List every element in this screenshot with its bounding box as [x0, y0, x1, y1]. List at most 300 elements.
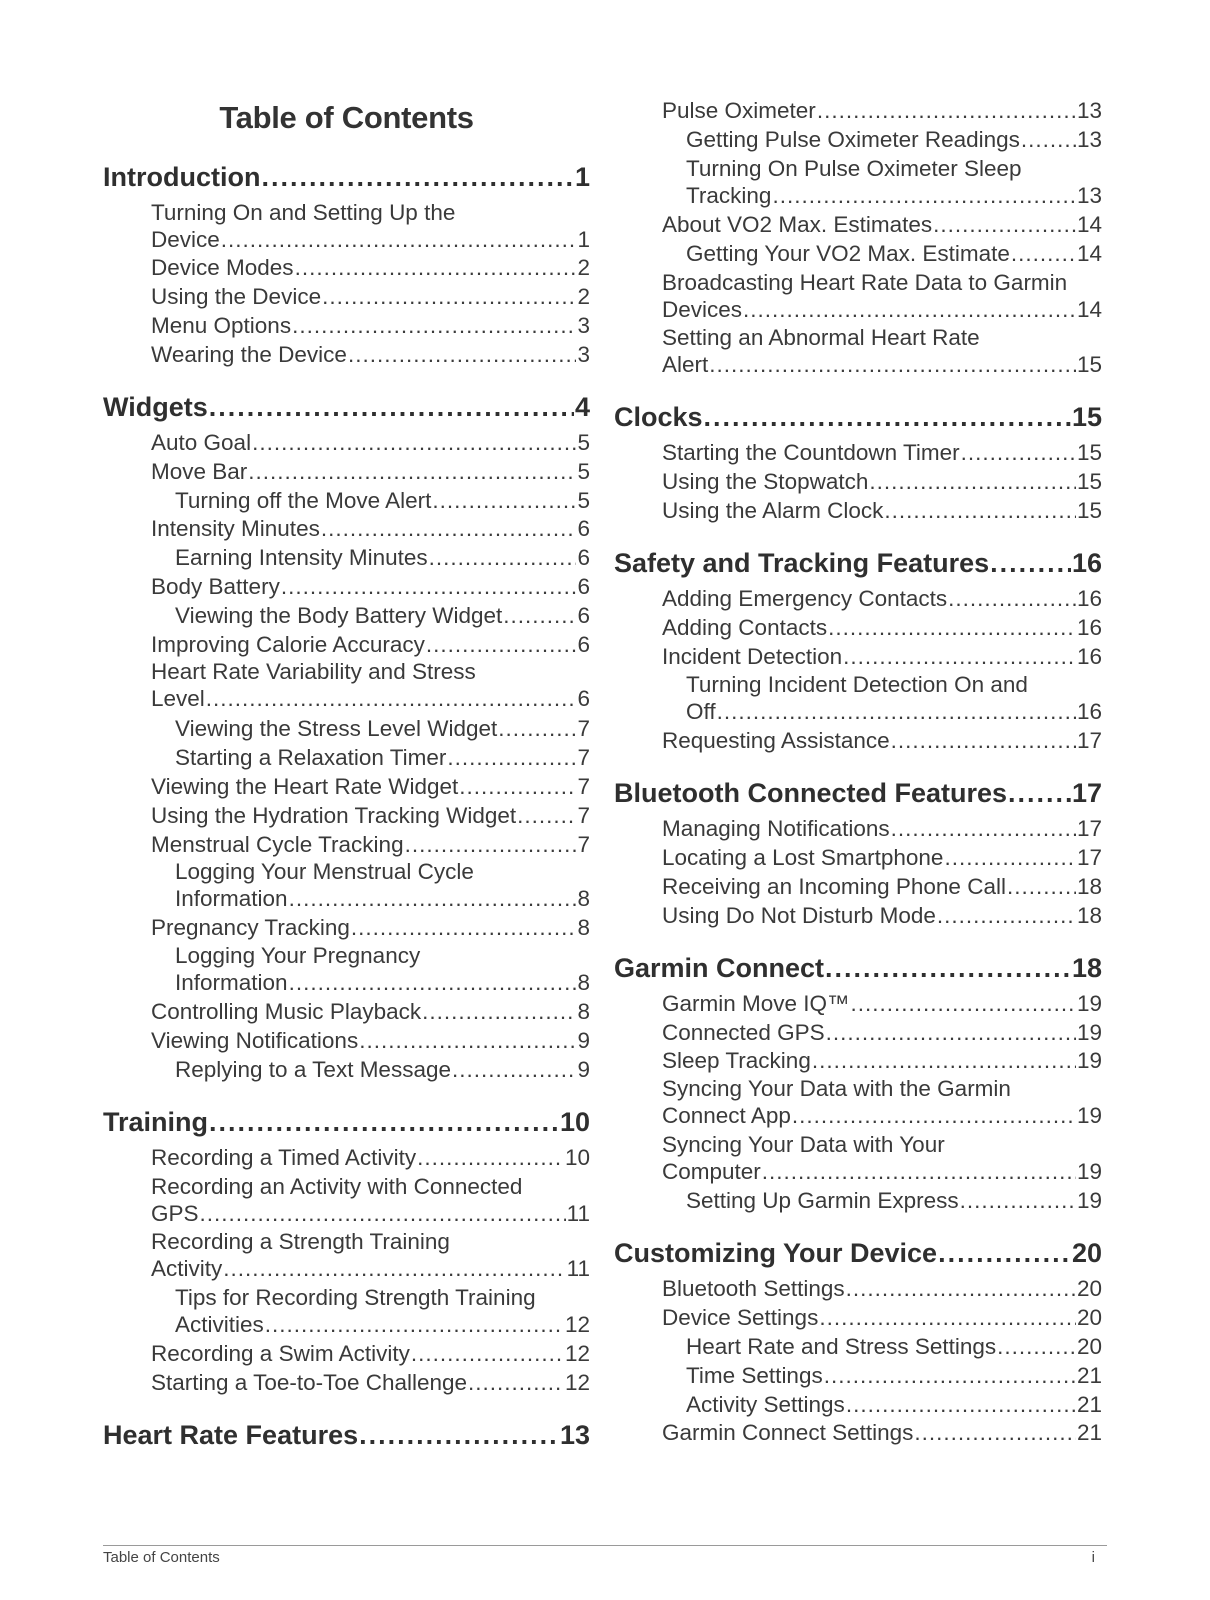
toc-entry[interactable]	[614, 699, 1102, 725]
toc-page-number: 12	[564, 1341, 590, 1366]
toc-entry-title-line: Turning On and Setting Up the	[151, 200, 456, 225]
dot-leader	[468, 1370, 564, 1396]
toc-entry[interactable]	[614, 615, 1102, 641]
dot-leader	[422, 999, 576, 1025]
toc-page-number: 19	[1076, 1159, 1102, 1184]
toc-page-number: 17	[1076, 816, 1102, 841]
footer-page-number: i	[1091, 1549, 1095, 1566]
toc-entry[interactable]	[103, 342, 590, 368]
toc-entry[interactable]	[614, 1363, 1102, 1389]
toc-page-number: 12	[564, 1370, 590, 1395]
toc-entry-title: Move Bar	[151, 459, 248, 484]
toc-page-number: 7	[577, 803, 590, 828]
toc-page-number: 16	[1076, 615, 1102, 640]
toc-entry[interactable]	[614, 498, 1102, 524]
dot-leader	[914, 1420, 1076, 1446]
toc-entry[interactable]	[614, 644, 1102, 670]
dot-leader	[884, 498, 1076, 524]
toc-entry[interactable]	[614, 352, 1102, 378]
toc-entry-title: Using the Device	[151, 284, 322, 309]
dot-leader	[289, 970, 577, 996]
toc-entry[interactable]	[103, 886, 590, 912]
toc-entry[interactable]	[103, 803, 590, 829]
toc-page-number: 13	[559, 1420, 590, 1450]
dot-leader	[252, 430, 576, 456]
toc-entry-title: Adding Emergency Contacts	[662, 586, 948, 611]
toc-entry-title: Viewing the Stress Level Widget	[175, 716, 498, 741]
dot-leader	[289, 886, 577, 912]
toc-entry-title: Controlling Music Playback	[151, 999, 422, 1024]
toc-page-number: 19	[1076, 1048, 1102, 1073]
dot-leader	[846, 1276, 1076, 1302]
toc-entry[interactable]	[614, 440, 1102, 466]
toc-entry-title: Incident Detection	[662, 644, 843, 669]
dot-leader	[938, 1238, 1071, 1269]
toc-entry[interactable]	[614, 241, 1102, 267]
toc-entry-title: Connect App	[662, 1103, 791, 1128]
footer-divider	[103, 1545, 1107, 1546]
toc-page-number: 20	[1076, 1334, 1102, 1359]
toc-entry-title: Bluetooth Settings	[662, 1276, 845, 1301]
dot-leader	[426, 632, 577, 658]
toc-section-heading[interactable]	[614, 778, 1102, 809]
toc-entry-title: Using the Alarm Clock	[662, 498, 884, 523]
dot-leader	[824, 1363, 1076, 1389]
toc-entry-title: Auto Goal	[151, 430, 252, 455]
toc-page-number: 3	[577, 342, 590, 367]
toc-entry-title: Locating a Lost Smartphone	[662, 845, 944, 870]
toc-page-number: 15	[1071, 402, 1102, 432]
dot-leader	[459, 774, 576, 800]
toc-entry[interactable]	[103, 459, 590, 485]
toc-page-number: 2	[577, 255, 590, 280]
toc-page-number: 9	[577, 1028, 590, 1053]
toc-entry-title-line: Recording an Activity with Connected	[151, 1174, 523, 1199]
toc-entry-title: Improving Calorie Accuracy	[151, 632, 425, 657]
toc-entry-title-line: Tips for Recording Strength Training	[175, 1285, 536, 1310]
dot-leader	[869, 469, 1076, 495]
toc-page-number: 16	[1076, 644, 1102, 669]
dot-leader	[221, 227, 577, 253]
toc-entry[interactable]	[614, 874, 1102, 900]
toc-entry-title-line: Syncing Your Data with Your	[662, 1132, 945, 1157]
toc-page-number: 10	[564, 1145, 590, 1170]
dot-leader	[432, 488, 576, 514]
toc-entry-title: Viewing the Heart Rate Widget	[151, 774, 459, 799]
toc-entry-title: Receiving an Incoming Phone Call	[662, 874, 1006, 899]
toc-entry-title: Adding Contacts	[662, 615, 828, 640]
toc-entry-title: Heart Rate and Stress Settings	[686, 1334, 997, 1359]
dot-leader	[825, 953, 1071, 984]
toc-entry[interactable]	[614, 991, 1102, 1017]
toc-entry[interactable]	[614, 728, 1102, 754]
toc-entry[interactable]	[103, 632, 590, 658]
toc-entry-title-line: Syncing Your Data with the Garmin	[662, 1076, 1011, 1101]
toc-entry-title: Turning off the Move Alert	[175, 488, 432, 513]
toc-entry-title: Time Settings	[686, 1363, 823, 1388]
toc-page-number: 14	[1076, 297, 1102, 322]
toc-page-number: 8	[577, 970, 590, 995]
toc-entry-title-line: Turning Incident Detection On and	[686, 672, 1028, 697]
toc-entry-title: Using the Hydration Tracking Widget	[151, 803, 517, 828]
dot-leader	[1011, 241, 1076, 267]
toc-page-number: 1	[574, 162, 590, 192]
toc-entry-title: Recording a Timed Activity	[151, 1145, 417, 1170]
toc-entry-title: Activity	[151, 1256, 223, 1281]
toc-entry[interactable]	[103, 915, 590, 941]
toc-page-number: 11	[566, 1256, 590, 1281]
toc-entry-title: Customizing Your Device	[614, 1238, 938, 1268]
toc-page-number: 17	[1071, 778, 1102, 808]
toc-entry[interactable]	[103, 999, 590, 1025]
dot-leader	[348, 342, 577, 368]
toc-entry[interactable]	[614, 845, 1102, 871]
toc-page-number: 21	[1076, 1420, 1102, 1445]
dot-leader	[447, 745, 576, 771]
dot-leader	[261, 162, 574, 193]
dot-leader	[960, 1188, 1076, 1214]
toc-entry[interactable]	[103, 1145, 590, 1171]
toc-entry-title-line: Recording a Strength Training	[151, 1229, 450, 1254]
dot-leader	[248, 459, 576, 485]
toc-entry[interactable]	[103, 255, 590, 281]
dot-leader	[937, 903, 1076, 929]
toc-entry-title: Sleep Tracking	[662, 1048, 811, 1073]
toc-page-number: 9	[577, 1057, 590, 1082]
toc-page-number: 21	[1076, 1363, 1102, 1388]
toc-entry-title: Menu Options	[151, 313, 292, 338]
toc-entry-title: Viewing the Body Battery Widget	[175, 603, 503, 628]
dot-leader	[948, 586, 1076, 612]
toc-entry[interactable]	[614, 586, 1102, 612]
dot-leader	[411, 1341, 564, 1367]
toc-page-number: 15	[1076, 469, 1102, 494]
toc-entry-title: Replying to a Text Message	[175, 1057, 451, 1082]
toc-page-number: 5	[577, 459, 590, 484]
toc-entry[interactable]	[614, 1103, 1102, 1129]
toc-entry-title-line: Logging Your Pregnancy	[175, 943, 421, 968]
dot-leader	[265, 1312, 564, 1338]
toc-entry-title: Pulse Oximeter	[662, 98, 816, 123]
page-title: Table of Contents	[219, 100, 474, 135]
toc-entry[interactable]	[103, 430, 590, 456]
toc-page-number: 2	[577, 284, 590, 309]
dot-leader	[209, 392, 574, 423]
toc-entry[interactable]	[103, 1312, 590, 1338]
toc-entry[interactable]	[103, 284, 590, 310]
toc-page-number: 18	[1071, 953, 1102, 983]
toc-page-number: 6	[577, 545, 590, 570]
toc-page-number: 7	[577, 745, 590, 770]
toc-page-number: 19	[1076, 1020, 1102, 1045]
toc-entry[interactable]	[103, 313, 590, 339]
toc-page-number: 6	[577, 686, 590, 711]
toc-entry-title: Setting Up Garmin Express	[686, 1188, 959, 1213]
toc-entry[interactable]	[103, 716, 590, 742]
toc-entry[interactable]	[103, 574, 590, 600]
dot-leader	[704, 402, 1071, 433]
toc-page-number: 6	[577, 516, 590, 541]
toc-entry-title: Devices	[662, 297, 743, 322]
dot-leader	[997, 1334, 1076, 1360]
toc-page-number: 13	[1076, 98, 1102, 123]
toc-entry-title: Earning Intensity Minutes	[175, 545, 428, 570]
dot-leader	[498, 716, 576, 742]
dot-leader	[517, 803, 576, 829]
dot-leader	[281, 574, 577, 600]
toc-entry[interactable]	[103, 545, 590, 571]
toc-entry[interactable]	[614, 1334, 1102, 1360]
toc-entry[interactable]	[103, 488, 590, 514]
toc-page-number: 15	[1076, 498, 1102, 523]
dot-leader	[944, 845, 1076, 871]
dot-leader	[843, 644, 1076, 670]
toc-page-number: 1	[577, 227, 590, 252]
toc-section-heading[interactable]	[614, 548, 1102, 579]
dot-leader	[417, 1145, 564, 1171]
toc-entry[interactable]	[103, 1341, 590, 1367]
toc-page-number: 13	[1076, 127, 1102, 152]
toc-entry[interactable]	[614, 903, 1102, 929]
toc-page-number: 7	[577, 716, 590, 741]
toc-page-number: 20	[1076, 1305, 1102, 1330]
toc-entry-title: Device	[151, 227, 220, 252]
toc-entry-title: Device Modes	[151, 255, 294, 280]
toc-entry[interactable]	[614, 1188, 1102, 1214]
toc-entry-title: Pregnancy Tracking	[151, 915, 350, 940]
toc-page-number: 13	[1076, 183, 1102, 208]
toc-entry-title: Requesting Assistance	[662, 728, 890, 753]
toc-page-number: 15	[1076, 440, 1102, 465]
dot-leader	[1007, 874, 1076, 900]
dot-leader	[359, 1028, 576, 1054]
toc-entry-title: Computer	[662, 1159, 761, 1184]
toc-entry[interactable]	[103, 1370, 590, 1396]
toc-entry[interactable]	[614, 1305, 1102, 1331]
toc-entry[interactable]	[614, 1159, 1102, 1185]
toc-page-number: 18	[1076, 874, 1102, 899]
toc-entry-title: Information	[175, 970, 288, 995]
toc-entry-title: Information	[175, 886, 288, 911]
dot-leader	[792, 1103, 1076, 1129]
dot-leader	[846, 1392, 1076, 1418]
toc-entry[interactable]	[614, 297, 1102, 323]
dot-leader	[1008, 778, 1071, 809]
dot-leader	[851, 991, 1076, 1017]
toc-entry-title: Garmin Move IQ™	[662, 991, 850, 1016]
toc-entry[interactable]	[103, 1028, 590, 1054]
dot-leader	[206, 686, 577, 712]
toc-entry[interactable]	[614, 1020, 1102, 1046]
toc-entry-title: Starting a Relaxation Timer	[175, 745, 447, 770]
footer-section-label: Table of Contents	[103, 1549, 220, 1566]
toc-page-number: 16	[1071, 548, 1102, 578]
toc-entry[interactable]	[614, 1420, 1102, 1446]
toc-entry-title: GPS	[151, 1201, 199, 1226]
toc-section-heading[interactable]	[614, 953, 1102, 984]
toc-page-number: 8	[577, 915, 590, 940]
toc-page-number: 3	[577, 313, 590, 338]
toc-page-number: 6	[577, 632, 590, 657]
toc-entry-title-line: Heart Rate Variability and Stress	[151, 659, 476, 684]
dot-leader	[933, 212, 1076, 238]
dot-leader	[743, 297, 1076, 323]
toc-section-heading[interactable]	[614, 1238, 1102, 1269]
toc-page-number: 14	[1076, 212, 1102, 237]
dot-leader	[828, 615, 1076, 641]
toc-page-number: 5	[577, 430, 590, 455]
dot-leader	[223, 1256, 565, 1282]
toc-entry-title: Clocks	[614, 402, 703, 432]
toc-section-heading[interactable]	[103, 1107, 590, 1138]
toc-entry[interactable]	[614, 469, 1102, 495]
toc-page-number: 8	[577, 999, 590, 1024]
toc-page-number: 20	[1071, 1238, 1102, 1268]
dot-leader	[961, 440, 1076, 466]
toc-entry-title: Off	[686, 699, 716, 724]
toc-entry[interactable]	[103, 970, 590, 996]
dot-leader	[819, 1305, 1076, 1331]
toc-entry-title: Intensity Minutes	[151, 516, 320, 541]
toc-page-number: 19	[1076, 1103, 1102, 1128]
toc-page-number: 14	[1076, 241, 1102, 266]
toc-entry-title: Tracking	[686, 183, 772, 208]
toc-entry[interactable]	[103, 603, 590, 629]
toc-entry[interactable]	[103, 516, 590, 542]
toc-entry-title: Bluetooth Connected Features	[614, 778, 1008, 808]
toc-entry-title-line: Logging Your Menstrual Cycle	[175, 859, 474, 884]
toc-page-number: 21	[1076, 1392, 1102, 1417]
toc-entry[interactable]	[614, 1276, 1102, 1302]
dot-leader	[405, 832, 577, 858]
dot-leader	[292, 313, 576, 339]
toc-entry-title: Device Settings	[662, 1305, 819, 1330]
toc-entry-title: Starting a Toe-to-Toe Challenge	[151, 1370, 468, 1395]
dot-leader	[772, 183, 1076, 209]
toc-page-number: 12	[564, 1312, 590, 1337]
toc-entry-title: Viewing Notifications	[151, 1028, 359, 1053]
toc-entry[interactable]	[614, 816, 1102, 842]
toc-entry[interactable]	[103, 774, 590, 800]
toc-entry-title: Safety and Tracking Features	[614, 548, 990, 578]
toc-page-number: 11	[566, 1201, 590, 1226]
toc-entry[interactable]	[103, 1256, 590, 1282]
toc-entry[interactable]	[614, 212, 1102, 238]
toc-entry-title: Starting the Countdown Timer	[662, 440, 960, 465]
dot-leader	[359, 1420, 559, 1451]
toc-page-number: 8	[577, 886, 590, 911]
toc-page-number: 17	[1076, 845, 1102, 870]
toc-entry-title: Managing Notifications	[662, 816, 890, 841]
toc-entry-title: Introduction	[103, 162, 261, 192]
toc-page-number: 16	[1076, 586, 1102, 611]
dot-leader	[503, 603, 576, 629]
toc-page-number: 17	[1076, 728, 1102, 753]
toc-page-number: 6	[577, 603, 590, 628]
toc-entry-title: Connected GPS	[662, 1020, 825, 1045]
toc-entry-title: Training	[103, 1107, 209, 1137]
toc-section-heading[interactable]	[103, 1420, 590, 1451]
dot-leader	[709, 352, 1076, 378]
dot-leader	[200, 1201, 566, 1227]
dot-leader	[891, 728, 1076, 754]
dot-leader	[295, 255, 577, 281]
toc-entry[interactable]	[614, 127, 1102, 153]
toc-page-number: 19	[1076, 991, 1102, 1016]
toc-entry[interactable]	[103, 832, 590, 858]
dot-leader	[826, 1020, 1076, 1046]
toc-page-number: 10	[559, 1107, 590, 1137]
toc-entry-title: Activities	[175, 1312, 264, 1337]
toc-page-number: 7	[577, 832, 590, 857]
toc-entry[interactable]	[614, 98, 1102, 124]
dot-leader	[990, 548, 1071, 579]
toc-page-number: 16	[1076, 699, 1102, 724]
dot-leader	[452, 1057, 576, 1083]
toc-page-number: 6	[577, 574, 590, 599]
toc-entry-title: Heart Rate Features	[103, 1420, 359, 1450]
toc-page-number: 18	[1076, 903, 1102, 928]
toc-page-number: 5	[577, 488, 590, 513]
toc-entry-title-line: Turning On Pulse Oximeter Sleep	[686, 156, 1022, 181]
toc-entry[interactable]	[614, 1392, 1102, 1418]
toc-entry-title: Garmin Connect	[614, 953, 825, 983]
toc-entry-title: About VO2 Max. Estimates	[662, 212, 933, 237]
toc-section-heading[interactable]	[103, 162, 590, 193]
toc-entry-title: Wearing the Device	[151, 342, 347, 367]
toc-section-heading[interactable]	[103, 392, 590, 423]
dot-leader	[209, 1107, 559, 1138]
toc-entry[interactable]	[103, 1057, 590, 1083]
toc-entry-title: Body Battery	[151, 574, 280, 599]
toc-entry[interactable]	[614, 1048, 1102, 1074]
toc-page-number: 15	[1076, 352, 1102, 377]
toc-entry[interactable]	[103, 1201, 590, 1227]
toc-entry-title-line: Setting an Abnormal Heart Rate	[662, 325, 980, 350]
toc-entry[interactable]	[614, 183, 1102, 209]
toc-entry-title: Recording a Swim Activity	[151, 1341, 410, 1366]
toc-entry-title: Level	[151, 686, 205, 711]
toc-entry-title: Using the Stopwatch	[662, 469, 869, 494]
toc-entry-title: Alert	[662, 352, 709, 377]
dot-leader	[891, 816, 1076, 842]
toc-page-number: 20	[1076, 1276, 1102, 1301]
toc-entry-title: Menstrual Cycle Tracking	[151, 832, 404, 857]
toc-entry-title: Widgets	[103, 392, 208, 422]
dot-leader	[351, 915, 577, 941]
dot-leader	[717, 699, 1076, 725]
toc-entry-title: Using Do Not Disturb Mode	[662, 903, 936, 928]
toc-entry-title: Getting Pulse Oximeter Readings	[686, 127, 1020, 152]
toc-entry-title-line: Broadcasting Heart Rate Data to Garmin	[662, 270, 1068, 295]
dot-leader	[812, 1048, 1076, 1074]
toc-page-number: 7	[577, 774, 590, 799]
dot-leader	[321, 516, 577, 542]
toc-entry-title: Garmin Connect Settings	[662, 1420, 914, 1445]
dot-leader	[817, 98, 1076, 124]
toc-entry[interactable]	[103, 686, 590, 712]
dot-leader	[322, 284, 576, 310]
dot-leader	[762, 1159, 1076, 1185]
toc-entry-title: Getting Your VO2 Max. Estimate	[686, 241, 1010, 266]
toc-section-heading[interactable]	[614, 402, 1102, 433]
toc-page-number: 19	[1076, 1188, 1102, 1213]
toc-entry[interactable]	[103, 227, 590, 253]
dot-leader	[429, 545, 577, 571]
dot-leader	[1021, 127, 1076, 153]
toc-entry[interactable]	[103, 745, 590, 771]
toc-entry-title: Activity Settings	[686, 1392, 845, 1417]
